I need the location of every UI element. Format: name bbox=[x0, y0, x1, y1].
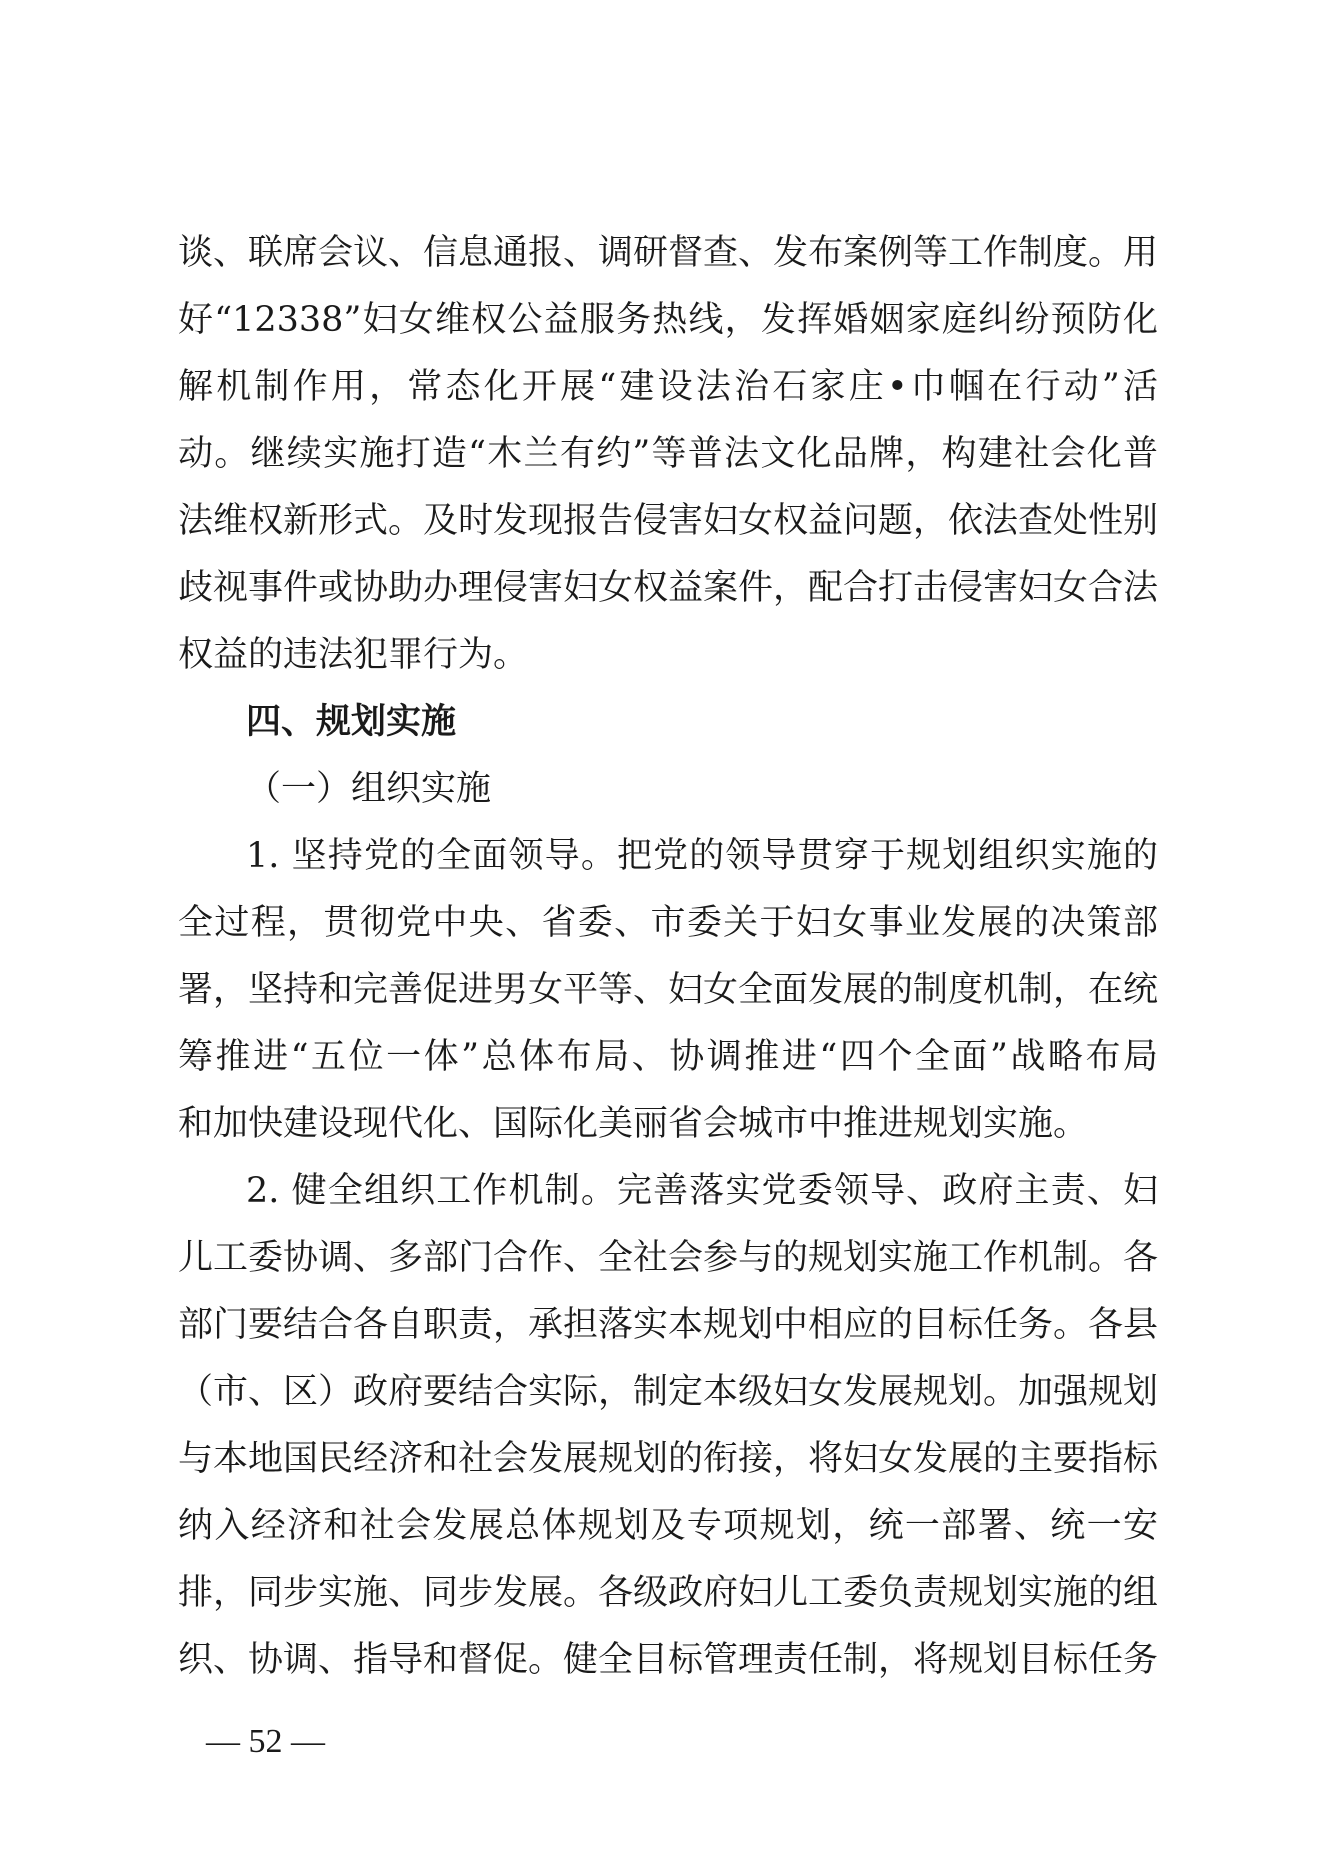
paragraph-line: 排，同步实施、同步发展。各级政府妇儿工委负责规划实施的组 bbox=[178, 1573, 1159, 1613]
paragraph-line: 全过程，贯彻党中央、省委、市委关于妇女事业发展的决策部 bbox=[178, 903, 1158, 943]
body-line: 解机制作用，常态化开展“建设法治石家庄•巾帼在行动”活 bbox=[178, 367, 1158, 407]
paragraph-line: 1. 坚持党的全面领导。把党的领导贯穿于规划组织实施的 bbox=[246, 836, 1158, 876]
paragraph-line: 纳入经济和社会发展总体规划及专项规划，统一部署、统一安 bbox=[178, 1506, 1158, 1546]
section-heading: 四、规划实施 bbox=[246, 702, 457, 742]
paragraph-line: 与本地国民经济和社会发展规划的衔接，将妇女发展的主要指标 bbox=[178, 1439, 1159, 1479]
paragraph-line: 部门要结合各自职责，承担落实本规划中相应的目标任务。各县 bbox=[178, 1305, 1159, 1345]
body-line: 法维权新形式。及时发现报告侵害妇女权益问题，依法查处性别 bbox=[178, 501, 1159, 541]
page-number: — 52 — bbox=[206, 1723, 325, 1760]
paragraph-line: 和加快建设现代化、国际化美丽省会城市中推进规划实施。 bbox=[178, 1104, 1089, 1144]
body-line: 权益的违法犯罪行为。 bbox=[178, 635, 529, 675]
body-line: 谈、联席会议、信息通报、调研督查、发布案例等工作制度。用 bbox=[178, 233, 1159, 273]
paragraph-line: 2. 健全组织工作机制。完善落实党委领导、政府主责、妇 bbox=[246, 1171, 1158, 1211]
paragraph-line: 筹推进“五位一体”总体布局、协调推进“四个全面”战略布局 bbox=[178, 1037, 1158, 1077]
body-line: 动。继续实施打造“木兰有约”等普法文化品牌，构建社会化普 bbox=[178, 434, 1158, 474]
paragraph-line: 儿工委协调、多部门合作、全社会参与的规划实施工作机制。各 bbox=[178, 1238, 1159, 1278]
paragraph-line: 署，坚持和完善促进男女平等、妇女全面发展的制度机制，在统 bbox=[178, 970, 1159, 1010]
body-line: 歧视事件或协助办理侵害妇女权益案件，配合打击侵害妇女合法 bbox=[178, 568, 1159, 608]
subsection-heading: （一）组织实施 bbox=[246, 769, 492, 809]
paragraph-line: （市、区）政府要结合实际，制定本级妇女发展规划。加强规划 bbox=[178, 1372, 1159, 1412]
paragraph-line: 织、协调、指导和督促。健全目标管理责任制，将规划目标任务 bbox=[178, 1640, 1159, 1680]
body-line: 好“12338”妇女维权公益服务热线，发挥婚姻家庭纠纷预防化 bbox=[178, 300, 1158, 340]
